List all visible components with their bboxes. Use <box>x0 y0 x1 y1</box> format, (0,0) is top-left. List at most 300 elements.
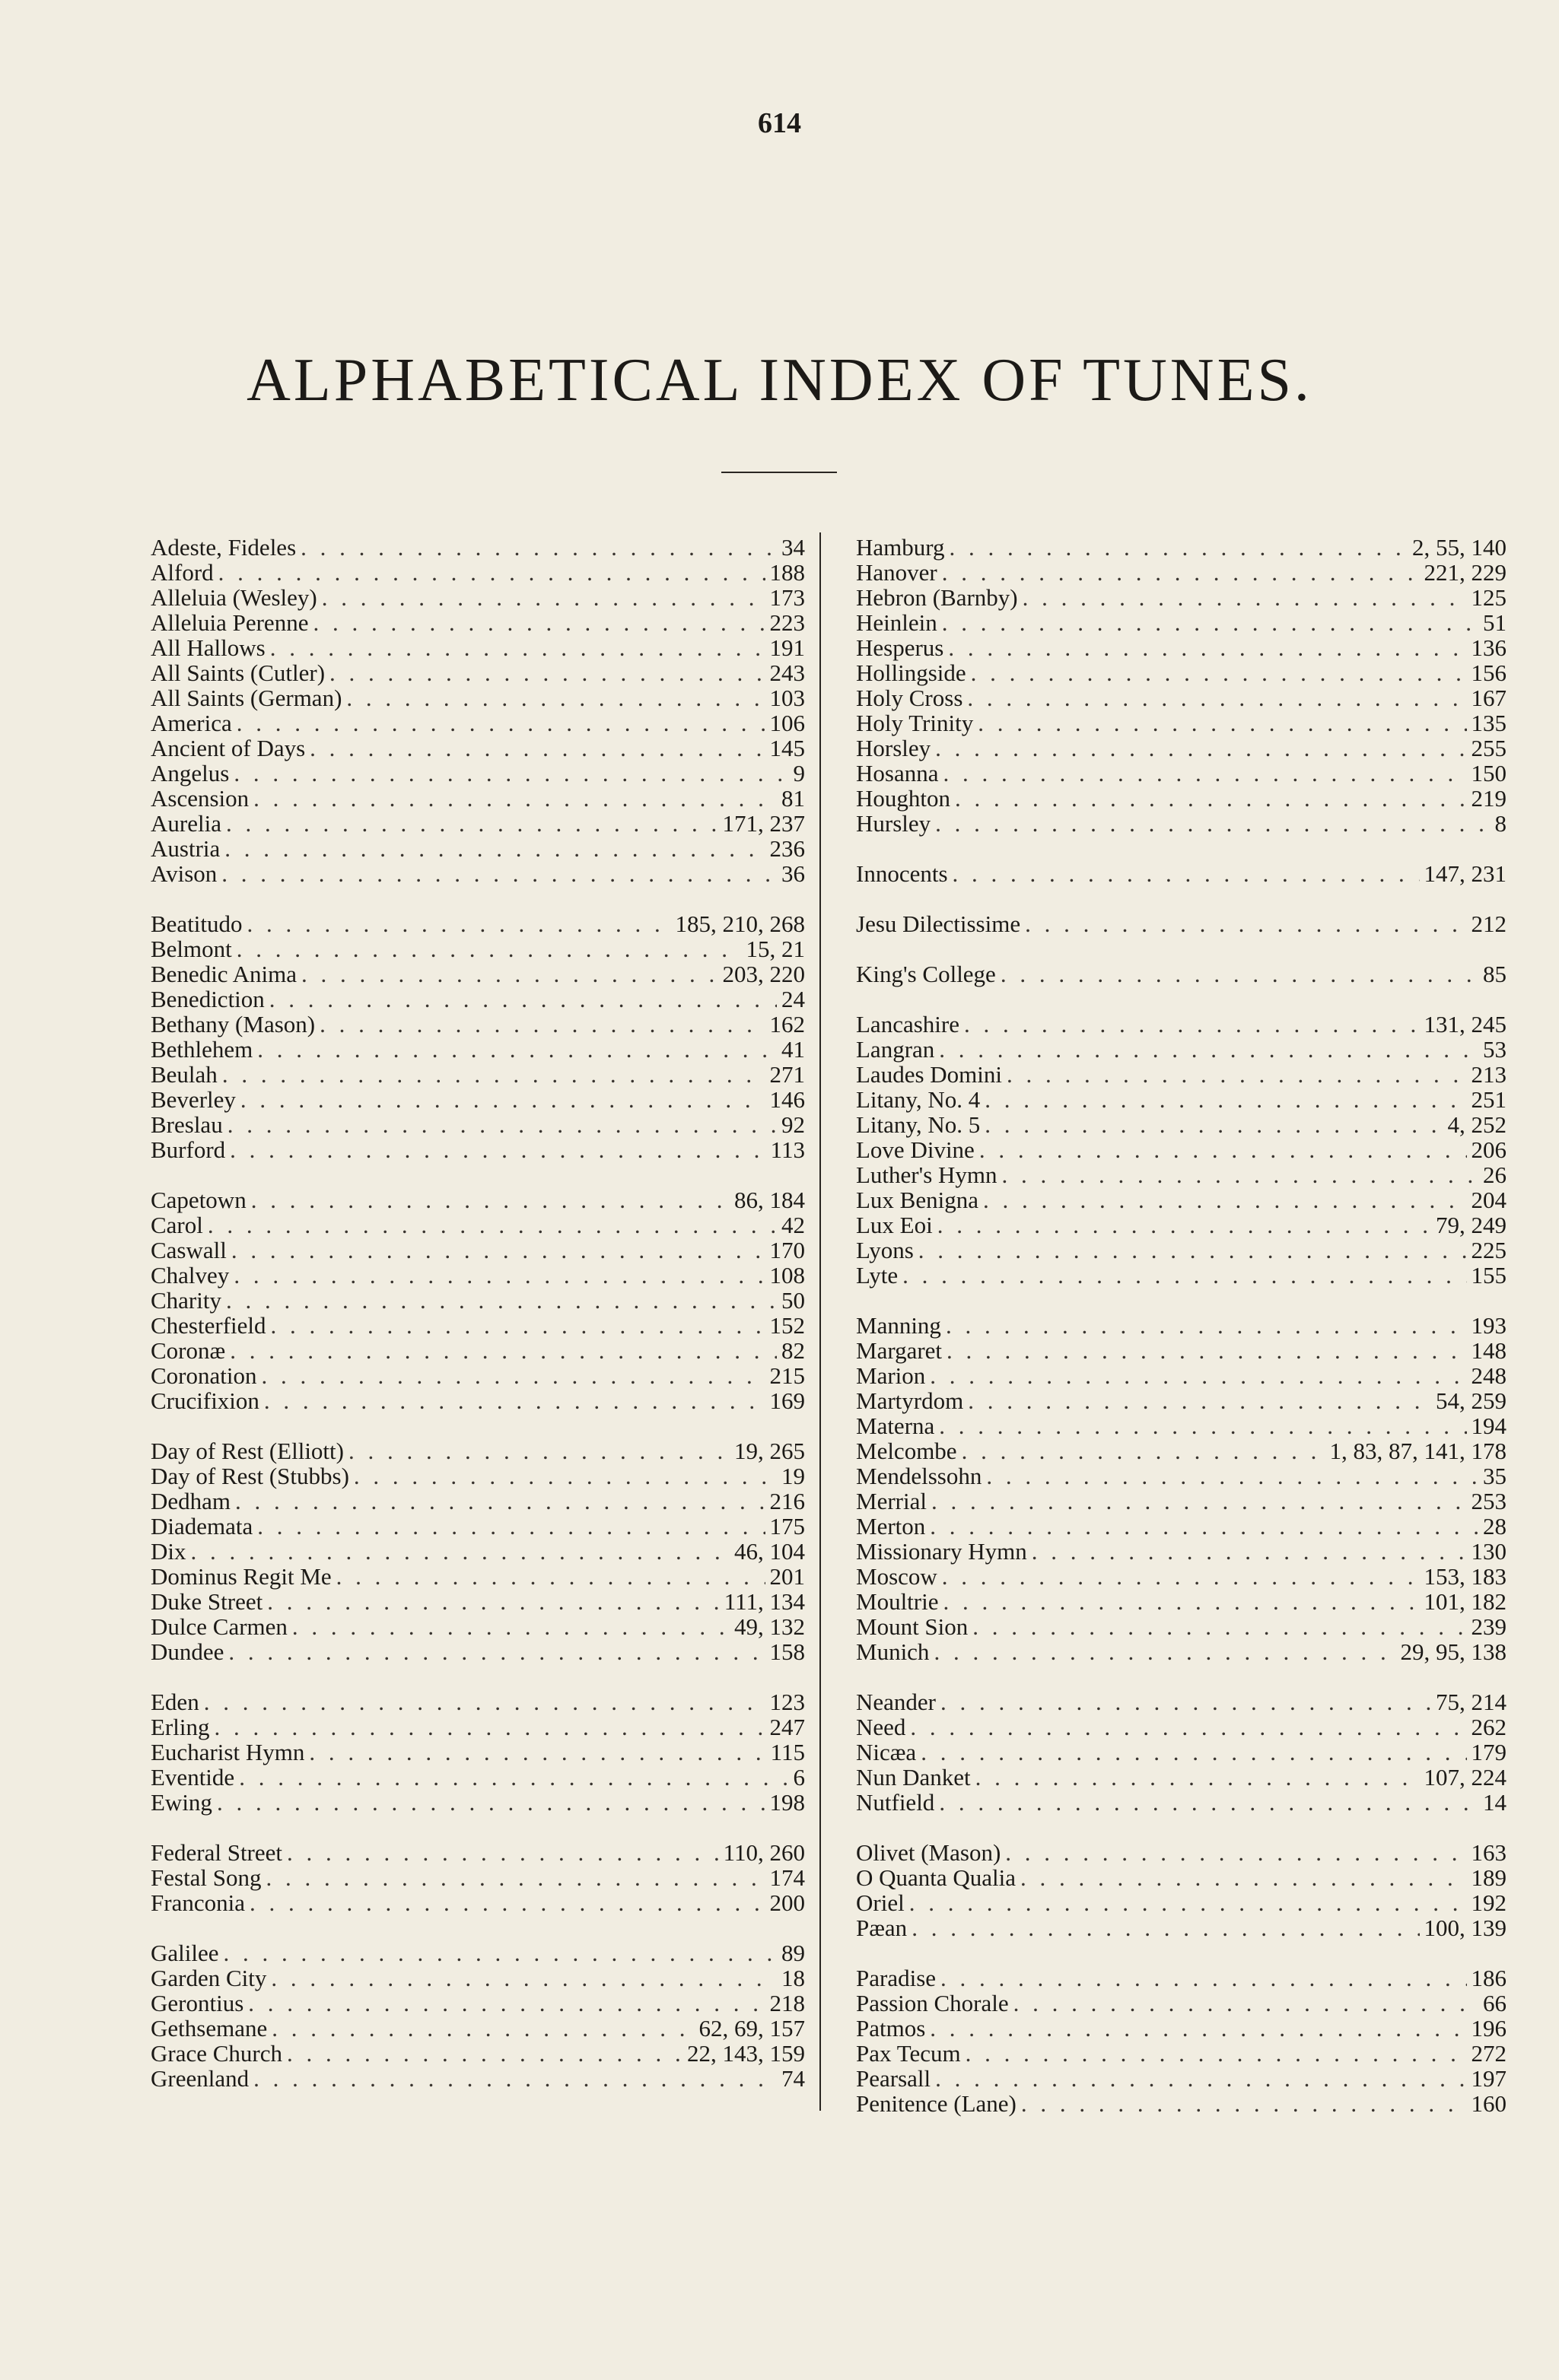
dot-leader <box>257 1363 765 1388</box>
page-references: 113 <box>770 1136 805 1163</box>
page-references: 148 <box>1471 1337 1507 1364</box>
page-references: 239 <box>1471 1613 1507 1640</box>
page-references: 106 <box>769 710 805 736</box>
page-references: 54, 259 <box>1436 1387 1507 1414</box>
dot-leader <box>982 1463 1478 1489</box>
dot-leader <box>332 1564 765 1589</box>
page-references: 179 <box>1471 1739 1507 1765</box>
tune-name: Horsley <box>856 735 931 761</box>
tune-name: Bethlehem <box>151 1036 253 1063</box>
dot-leader <box>224 1639 765 1664</box>
page-references: 192 <box>1471 1889 1507 1916</box>
tune-name: America <box>151 710 232 736</box>
page-references: 8 <box>1494 810 1507 837</box>
page-references: 18 <box>781 1965 805 1991</box>
tune-name: Galilee <box>151 1940 219 1966</box>
index-entry <box>856 1689 1507 1714</box>
page-references: 193 <box>1471 1312 1507 1339</box>
group-spacer <box>151 1413 805 1438</box>
tune-name: Luther's Hymn <box>856 1161 997 1188</box>
page-references: 247 <box>769 1714 805 1740</box>
column-divider <box>819 532 821 2111</box>
dot-leader <box>259 1388 765 1413</box>
dot-leader <box>231 1489 765 1514</box>
dot-leader <box>916 1740 1466 1765</box>
index-entry <box>151 1238 805 1263</box>
index-entry <box>856 1539 1507 1564</box>
dot-leader <box>297 961 718 987</box>
index-entry <box>856 1162 1507 1187</box>
index-entry <box>856 1112 1507 1137</box>
index-entry <box>151 736 805 761</box>
index-entry <box>856 911 1507 936</box>
page-references: 221, 229 <box>1424 559 1507 586</box>
page-references: 110, 260 <box>723 1839 805 1866</box>
tune-name: Passion Chorale <box>856 1990 1009 2016</box>
index-entry <box>856 761 1507 786</box>
dot-leader <box>219 1940 777 1965</box>
dot-leader <box>931 2066 1466 2091</box>
page-references: 75, 214 <box>1436 1689 1507 1715</box>
index-entry <box>856 1313 1507 1338</box>
title-rule <box>721 472 837 473</box>
page-references: 185, 210, 268 <box>675 910 805 937</box>
group-spacer <box>856 987 1507 1012</box>
dot-leader <box>925 1363 1466 1388</box>
dot-leader <box>266 1313 765 1338</box>
dot-leader <box>980 1112 1443 1137</box>
index-entry <box>151 1187 805 1212</box>
page-references: 51 <box>1483 609 1507 636</box>
dot-leader <box>1020 911 1466 936</box>
page-references: 156 <box>1471 659 1507 686</box>
dot-leader <box>220 836 765 861</box>
index-entry <box>151 1539 805 1564</box>
index-entry <box>151 660 805 685</box>
index-entry <box>151 1388 805 1413</box>
index-entry <box>151 1790 805 1815</box>
index-entry <box>151 861 805 886</box>
page-references: 89 <box>781 1940 805 1966</box>
index-entry <box>856 1463 1507 1489</box>
tune-name: Pæan <box>856 1914 908 1941</box>
page-references: 243 <box>769 659 805 686</box>
page-references: 6 <box>793 1764 805 1791</box>
index-entry <box>151 1212 805 1238</box>
dot-leader <box>934 1037 1478 1062</box>
index-entry <box>856 736 1507 761</box>
tune-name: Alleluia Perenne <box>151 609 309 636</box>
page-references: 86, 184 <box>734 1187 805 1213</box>
index-entry <box>856 1037 1507 1062</box>
index-entry <box>856 1087 1507 1112</box>
index-entry <box>151 1112 805 1137</box>
page-references: 26 <box>1483 1161 1507 1188</box>
dot-leader <box>267 2016 694 2041</box>
page-references: 46, 104 <box>734 1538 805 1565</box>
tune-name: Burford <box>151 1136 226 1163</box>
tune-name: Paradise <box>856 1965 937 1991</box>
dot-leader <box>997 1162 1478 1187</box>
index-entry <box>151 1062 805 1087</box>
dot-leader <box>243 911 671 936</box>
tune-name: Nun Danket <box>856 1764 971 1791</box>
tune-name: Aurelia <box>151 810 221 837</box>
index-entry <box>856 1614 1507 1639</box>
index-entry <box>151 761 805 786</box>
page-references: 24 <box>781 986 805 1012</box>
tune-name: Benedic Anima <box>151 961 297 987</box>
index-entry <box>856 1714 1507 1740</box>
index-entry <box>856 1865 1507 1890</box>
tune-name: Dundee <box>151 1638 224 1665</box>
page-number: 614 <box>758 107 801 139</box>
dot-leader <box>234 1765 788 1790</box>
index-entry <box>856 1489 1507 1514</box>
dot-leader <box>942 1338 1466 1363</box>
index-entry <box>856 1965 1507 1991</box>
index-entry <box>151 685 805 710</box>
dot-leader <box>907 1915 1419 1940</box>
page-references: 36 <box>781 860 805 887</box>
tune-name: Beatitudo <box>151 910 243 937</box>
page-references: 66 <box>1483 1990 1507 2016</box>
index-entry <box>151 710 805 736</box>
tune-name: Erling <box>151 1714 210 1740</box>
page-references: 272 <box>1471 2040 1507 2067</box>
tune-name: Moultrie <box>856 1588 939 1615</box>
tune-name: Need <box>856 1714 906 1740</box>
page-references: 136 <box>1471 634 1507 661</box>
page-references: 100, 139 <box>1424 1914 1507 1941</box>
dot-leader <box>349 1463 777 1489</box>
tune-name: Margaret <box>856 1337 943 1364</box>
dot-leader <box>943 635 1466 660</box>
page-references: 81 <box>781 785 805 812</box>
page-references: 123 <box>769 1689 805 1715</box>
group-spacer <box>856 886 1507 911</box>
dot-leader <box>1016 1865 1466 1890</box>
page-references: 170 <box>769 1237 805 1263</box>
page-references: 115 <box>770 1739 805 1765</box>
dot-leader <box>342 685 765 710</box>
tune-name: Materna <box>856 1412 935 1439</box>
page-references: 201 <box>769 1563 805 1590</box>
dot-leader <box>217 861 777 886</box>
dot-leader <box>344 1438 730 1463</box>
index-entry <box>151 1714 805 1740</box>
tune-name: Dominus Regit Me <box>151 1563 332 1590</box>
tune-name: Day of Rest (Stubbs) <box>151 1463 349 1489</box>
tune-name: Chesterfield <box>151 1312 266 1339</box>
page-references: 152 <box>769 1312 805 1339</box>
tune-name: Ewing <box>151 1789 212 1816</box>
index-entry <box>856 1765 1507 1790</box>
dot-leader <box>941 1313 1467 1338</box>
index-entry <box>151 911 805 936</box>
dot-leader <box>905 1890 1467 1915</box>
tune-name: Merton <box>856 1513 926 1540</box>
dot-leader <box>229 1263 765 1288</box>
index-entry <box>151 961 805 987</box>
dot-leader <box>973 710 1466 736</box>
index-entry <box>856 1212 1507 1238</box>
index-entry <box>856 1740 1507 1765</box>
page-references: 50 <box>781 1287 805 1314</box>
dot-leader <box>186 1539 730 1564</box>
group-spacer <box>151 886 805 911</box>
dot-leader <box>225 1338 777 1363</box>
page-references: 215 <box>769 1362 805 1389</box>
dot-leader <box>975 1137 1467 1162</box>
page-references: 19 <box>781 1463 805 1489</box>
dot-leader <box>315 1012 765 1037</box>
index-entry <box>151 2016 805 2041</box>
dot-leader <box>1027 1539 1467 1564</box>
dot-leader <box>236 1087 765 1112</box>
page-references: 107, 224 <box>1424 1764 1507 1791</box>
tune-name: Patmos <box>856 2015 926 2042</box>
group-spacer <box>856 1288 1507 1313</box>
index-entry <box>856 811 1507 836</box>
dot-leader <box>971 1765 1420 1790</box>
tune-name: Federal Street <box>151 1839 283 1866</box>
index-entry <box>151 1137 805 1162</box>
tune-name: Mount Sion <box>856 1613 969 1640</box>
dot-leader <box>305 736 765 761</box>
dot-leader <box>325 660 765 685</box>
dot-leader <box>937 560 1420 585</box>
page-title: ALPHABETICAL INDEX OF TUNES. <box>247 347 1312 414</box>
index-entry <box>856 1790 1507 1815</box>
index-entry <box>856 585 1507 610</box>
tune-name: Eventide <box>151 1764 235 1791</box>
page-references: 171, 237 <box>722 810 805 837</box>
page-references: 197 <box>1471 2065 1507 2092</box>
index-entry <box>856 1991 1507 2016</box>
page-references: 125 <box>1471 584 1507 611</box>
tune-name: Nutfield <box>856 1789 935 1816</box>
index-entry <box>151 635 805 660</box>
dot-leader <box>247 1187 730 1212</box>
dot-leader <box>225 1137 765 1162</box>
dot-leader <box>232 710 765 736</box>
index-entry <box>856 1012 1507 1037</box>
page-references: 145 <box>769 735 805 761</box>
index-entry <box>151 585 805 610</box>
tune-name: Lyte <box>856 1262 899 1289</box>
page-references: 174 <box>769 1864 805 1891</box>
page-references: 194 <box>1471 1412 1507 1439</box>
dot-leader <box>934 1790 1478 1815</box>
dot-leader <box>937 1564 1420 1589</box>
index-entry <box>856 635 1507 660</box>
page-references: 1, 83, 87, 141, 178 <box>1329 1438 1507 1464</box>
page-references: 200 <box>769 1889 805 1916</box>
tune-name: Garden City <box>151 1965 267 1991</box>
tune-name: Chalvey <box>151 1262 230 1289</box>
tune-name: Hebron (Barnby) <box>856 584 1018 611</box>
page-references: 203, 220 <box>722 961 805 987</box>
dot-leader <box>221 1288 777 1313</box>
index-entry <box>856 1915 1507 1940</box>
page-references: 85 <box>1483 961 1507 987</box>
page-references: 218 <box>769 1990 805 2016</box>
tune-name: Coronation <box>151 1362 257 1389</box>
tune-name: Litany, No. 4 <box>856 1086 981 1113</box>
page-references: 79, 249 <box>1436 1212 1507 1238</box>
dot-leader <box>938 761 1466 786</box>
tune-name: Lyons <box>856 1237 914 1263</box>
dot-leader <box>218 1062 765 1087</box>
dot-leader <box>253 1037 777 1062</box>
dot-leader <box>308 610 765 635</box>
tune-name: Eden <box>151 1689 199 1715</box>
dot-leader <box>931 811 1490 836</box>
index-entry <box>151 1288 805 1313</box>
page-references: 160 <box>1471 2090 1507 2117</box>
index-entry <box>151 1614 805 1639</box>
index-entry <box>151 1087 805 1112</box>
dot-leader <box>1002 1062 1467 1087</box>
tune-name: Merrial <box>856 1488 927 1514</box>
index-entry <box>151 1765 805 1790</box>
dot-leader <box>963 1388 1431 1413</box>
tune-name: Carol <box>151 1212 203 1238</box>
page-references: 147, 231 <box>1424 860 1507 887</box>
page-references: 108 <box>769 1262 805 1289</box>
dot-leader <box>950 786 1467 811</box>
tune-name: Innocents <box>856 860 948 887</box>
page-references: 158 <box>769 1638 805 1665</box>
dot-leader <box>898 1263 1466 1288</box>
tune-name: Heinlein <box>856 609 937 636</box>
page-references: 236 <box>769 835 805 862</box>
index-entry <box>856 1388 1507 1413</box>
tune-name: Alford <box>151 559 214 586</box>
dot-leader <box>249 2066 777 2091</box>
dot-leader <box>939 1589 1420 1614</box>
dot-leader <box>945 535 1408 560</box>
dot-leader <box>1009 1991 1478 2016</box>
page-references: 191 <box>769 634 805 661</box>
dot-leader <box>221 811 718 836</box>
index-entry <box>151 786 805 811</box>
group-spacer <box>856 1940 1507 1965</box>
page-references: 248 <box>1471 1362 1507 1389</box>
page-references: 49, 132 <box>734 1613 805 1640</box>
index-entry <box>856 560 1507 585</box>
dot-leader <box>245 1890 765 1915</box>
dot-leader <box>227 1238 765 1263</box>
index-entry <box>856 1238 1507 1263</box>
tune-name: Eucharist Hymn <box>151 1739 305 1765</box>
index-entry <box>151 610 805 635</box>
dot-leader <box>1001 1840 1466 1865</box>
page-references: 162 <box>769 1011 805 1037</box>
index-entry <box>151 936 805 961</box>
tune-name: Coronæ <box>151 1337 226 1364</box>
tune-name: Caswall <box>151 1237 227 1263</box>
dot-leader <box>288 1614 730 1639</box>
dot-leader <box>265 987 777 1012</box>
tune-name: Martyrdom <box>856 1387 964 1414</box>
index-entry <box>151 535 805 560</box>
group-spacer <box>856 1815 1507 1840</box>
dot-leader <box>959 1012 1420 1037</box>
tune-name: Mendelssohn <box>856 1463 982 1489</box>
dot-leader <box>966 660 1467 685</box>
tune-name: Love Divine <box>856 1136 975 1163</box>
tune-name: Austria <box>151 835 221 862</box>
dot-leader <box>229 761 788 786</box>
dot-leader <box>937 610 1478 635</box>
page-references: 42 <box>781 1212 805 1238</box>
index-entry <box>856 2066 1507 2091</box>
page-references: 213 <box>1471 1061 1507 1088</box>
index-entry <box>856 685 1507 710</box>
tune-name: Hesperus <box>856 634 944 661</box>
dot-leader <box>212 1790 765 1815</box>
page-references: 271 <box>769 1061 805 1088</box>
page-references: 22, 143, 159 <box>687 2040 805 2067</box>
index-entry <box>151 560 805 585</box>
page-references: 188 <box>769 559 805 586</box>
tune-name: All Hallows <box>151 634 266 661</box>
page-references: 146 <box>769 1086 805 1113</box>
tune-name: Olivet (Mason) <box>856 1839 1001 1866</box>
tune-name: Langran <box>856 1036 935 1063</box>
tune-name: Litany, No. 5 <box>856 1111 981 1138</box>
page-references: 198 <box>769 1789 805 1816</box>
dot-leader <box>1018 585 1467 610</box>
index-entry <box>856 2041 1507 2066</box>
dot-leader <box>996 961 1478 987</box>
dot-leader <box>210 1714 765 1740</box>
tune-name: Laudes Domini <box>856 1061 1002 1088</box>
page-references: 92 <box>781 1111 805 1138</box>
page-references: 19, 265 <box>734 1438 805 1464</box>
page-references: 212 <box>1471 910 1507 937</box>
index-entry <box>856 1564 1507 1589</box>
tune-name: Manning <box>856 1312 941 1339</box>
page-references: 15, 21 <box>746 936 805 962</box>
tune-name: Hanover <box>856 559 937 586</box>
tune-name: Dedham <box>151 1488 231 1514</box>
index-entry <box>151 1037 805 1062</box>
tune-name: Avison <box>151 860 218 887</box>
group-spacer <box>856 1664 1507 1689</box>
index-entry <box>856 710 1507 736</box>
index-entry <box>151 2066 805 2091</box>
tune-name: Benediction <box>151 986 265 1012</box>
index-entry <box>856 1338 1507 1363</box>
index-entry <box>151 1840 805 1865</box>
page-references: 62, 69, 157 <box>698 2015 805 2042</box>
page-references: 175 <box>769 1513 805 1540</box>
tune-name: King's College <box>856 961 996 987</box>
dot-leader <box>199 1689 765 1714</box>
index-entry <box>856 660 1507 685</box>
dot-leader <box>925 2016 1466 2041</box>
dot-leader <box>914 1238 1467 1263</box>
dot-leader <box>980 1087 1466 1112</box>
index-column-right <box>856 535 1507 2116</box>
page-references: 53 <box>1483 1036 1507 1063</box>
index-entry <box>856 1589 1507 1614</box>
tune-name: Festal Song <box>151 1864 262 1891</box>
page-references: 82 <box>781 1337 805 1364</box>
